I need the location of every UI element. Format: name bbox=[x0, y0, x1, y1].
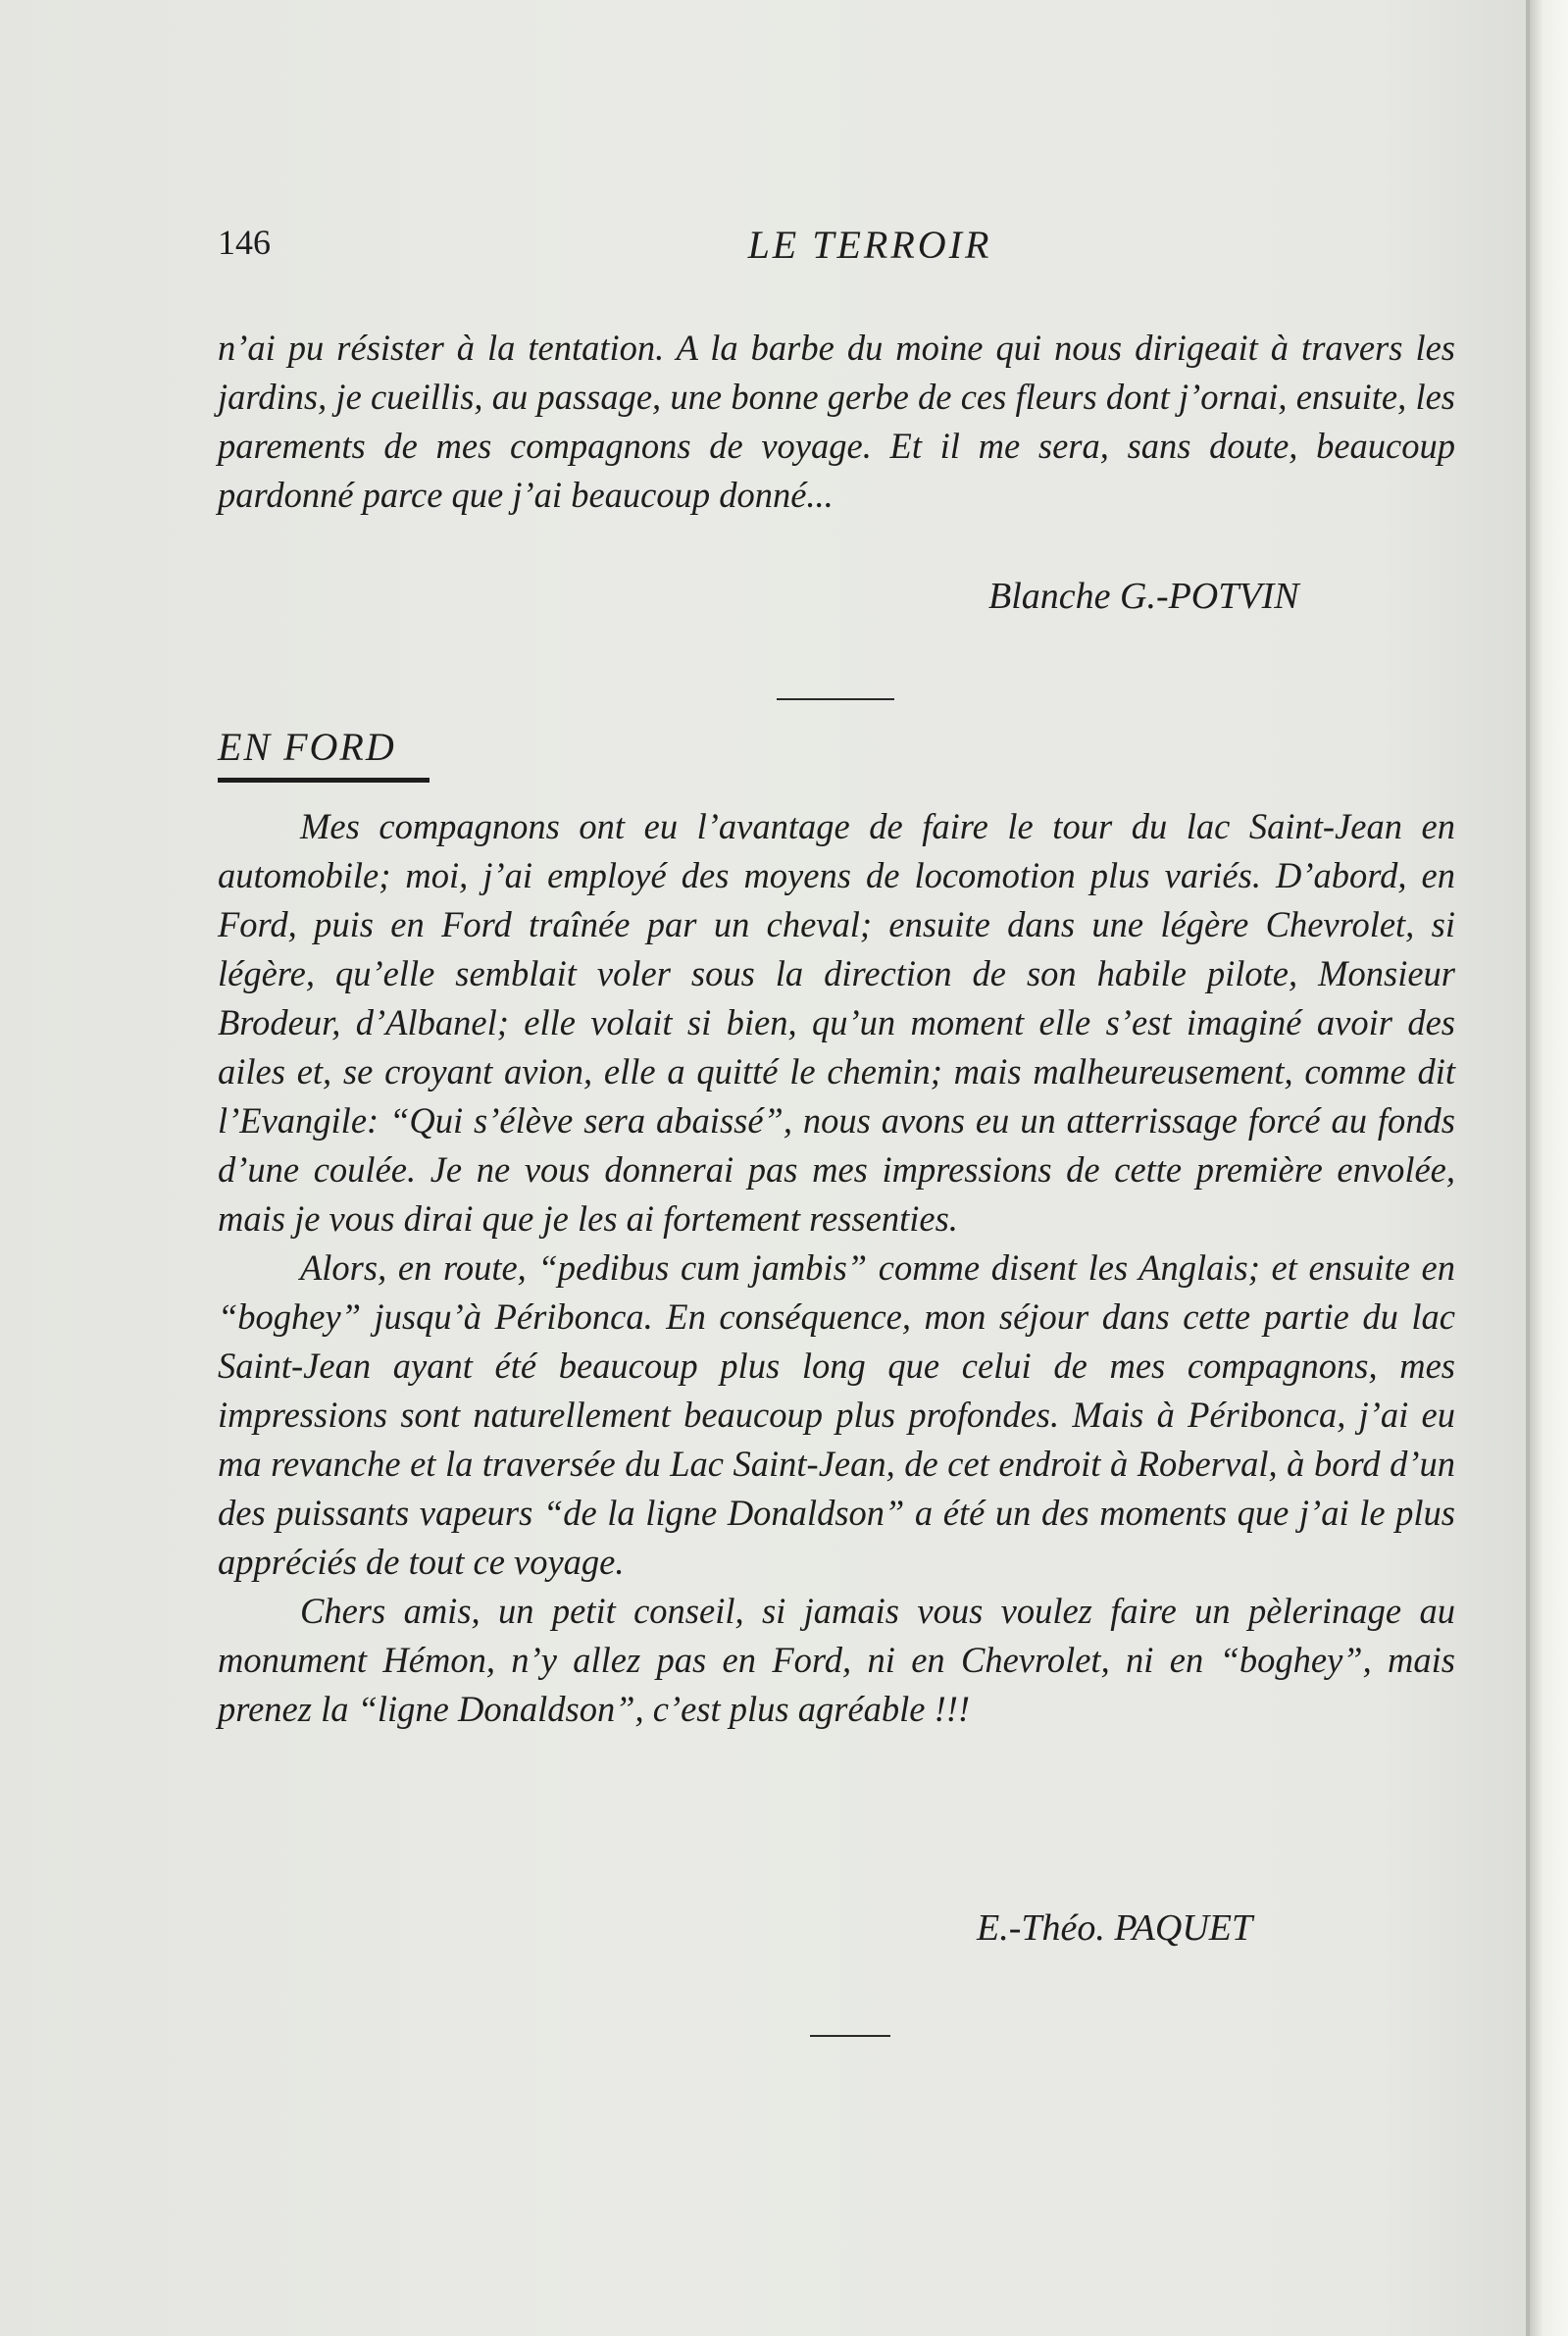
author-signature: E.-Théo. PAQUET bbox=[977, 1907, 1253, 1949]
page-header bbox=[218, 222, 1453, 271]
end-divider bbox=[810, 2035, 890, 2037]
article-title: EN FORD bbox=[218, 725, 396, 769]
author-signature: Blanche G.-POTVIN bbox=[988, 576, 1299, 617]
running-title: LE TERROIR bbox=[747, 223, 992, 267]
section-divider bbox=[777, 698, 894, 700]
page-edge bbox=[1530, 0, 1568, 2336]
paragraph: Chers amis, un petit conseil, si jamais vous voulez faire un pèlerinage au monument Hémon, n’y allez pas en Ford, ni en Chevrolet, ni en “boghey”, mais prenez la “ligne Donaldson”, c’est plus agréable !!! bbox=[218, 1591, 1455, 1729]
paragraph: Alors, en route, “pedibus cum jambis” comme disent les Anglais; et ensuite en “boghey” jusqu’à Péribonca. En conséquence, mon séjour dans cette partie du lac Saint-Jean ayant été beaucoup plus long que celui de mes compagnons, mes impressions sont naturellement beaucoup plus profondes. Mais à Péribonca, j’ai eu ma revanche et la traversée du Lac Saint-Jean, de cet endroit à Roberval, à bord d’un des puissants vapeurs “de la ligne Donaldson” a été un des moments que j’ai le plus appréciés de tout ce voyage. bbox=[218, 1247, 1455, 1582]
previous-article-text bbox=[218, 324, 1455, 520]
article-body bbox=[218, 802, 1455, 1734]
paragraph: n’ai pu résister à la tentation. A la barbe du moine qui nous dirigeait à travers les jardins, je cueillis, au passage, une bonne gerbe de ces fleurs dont j’ornai, ensuite, les parements de mes compagnons de voyage. Et il me sera, sans doute, beaucoup pardonné parce que j’ai beaucoup donné... bbox=[218, 328, 1455, 515]
page-number: 146 bbox=[218, 223, 271, 262]
paragraph: Mes compagnons ont eu l’avantage de faire le tour du lac Saint-Jean en automobile; moi, j’ai employé des moyens de locomotion plus variés. D’abord, en Ford, puis en Ford traînée par un cheval; ensuite dans une légère Chevrolet, si légère, qu’elle semblait voler sous la direction de son habile pilote, Monsieur Brodeur, d’Albanel; elle volait si bien, qu’un moment elle s’est imaginé avoir des ailes et, se croyant avion, elle a quitté le chemin; mais malheureusement, comme dit l’Evangile: “Qui s’élève sera abaissé”, nous avons eu un atterrissage forcé au fonds d’une coulée. Je ne vous donnerai pas mes impressions de cette première envolée, mais je vous dirai que je les ai fortement ressenties. bbox=[218, 806, 1455, 1239]
title-underline bbox=[218, 778, 430, 783]
